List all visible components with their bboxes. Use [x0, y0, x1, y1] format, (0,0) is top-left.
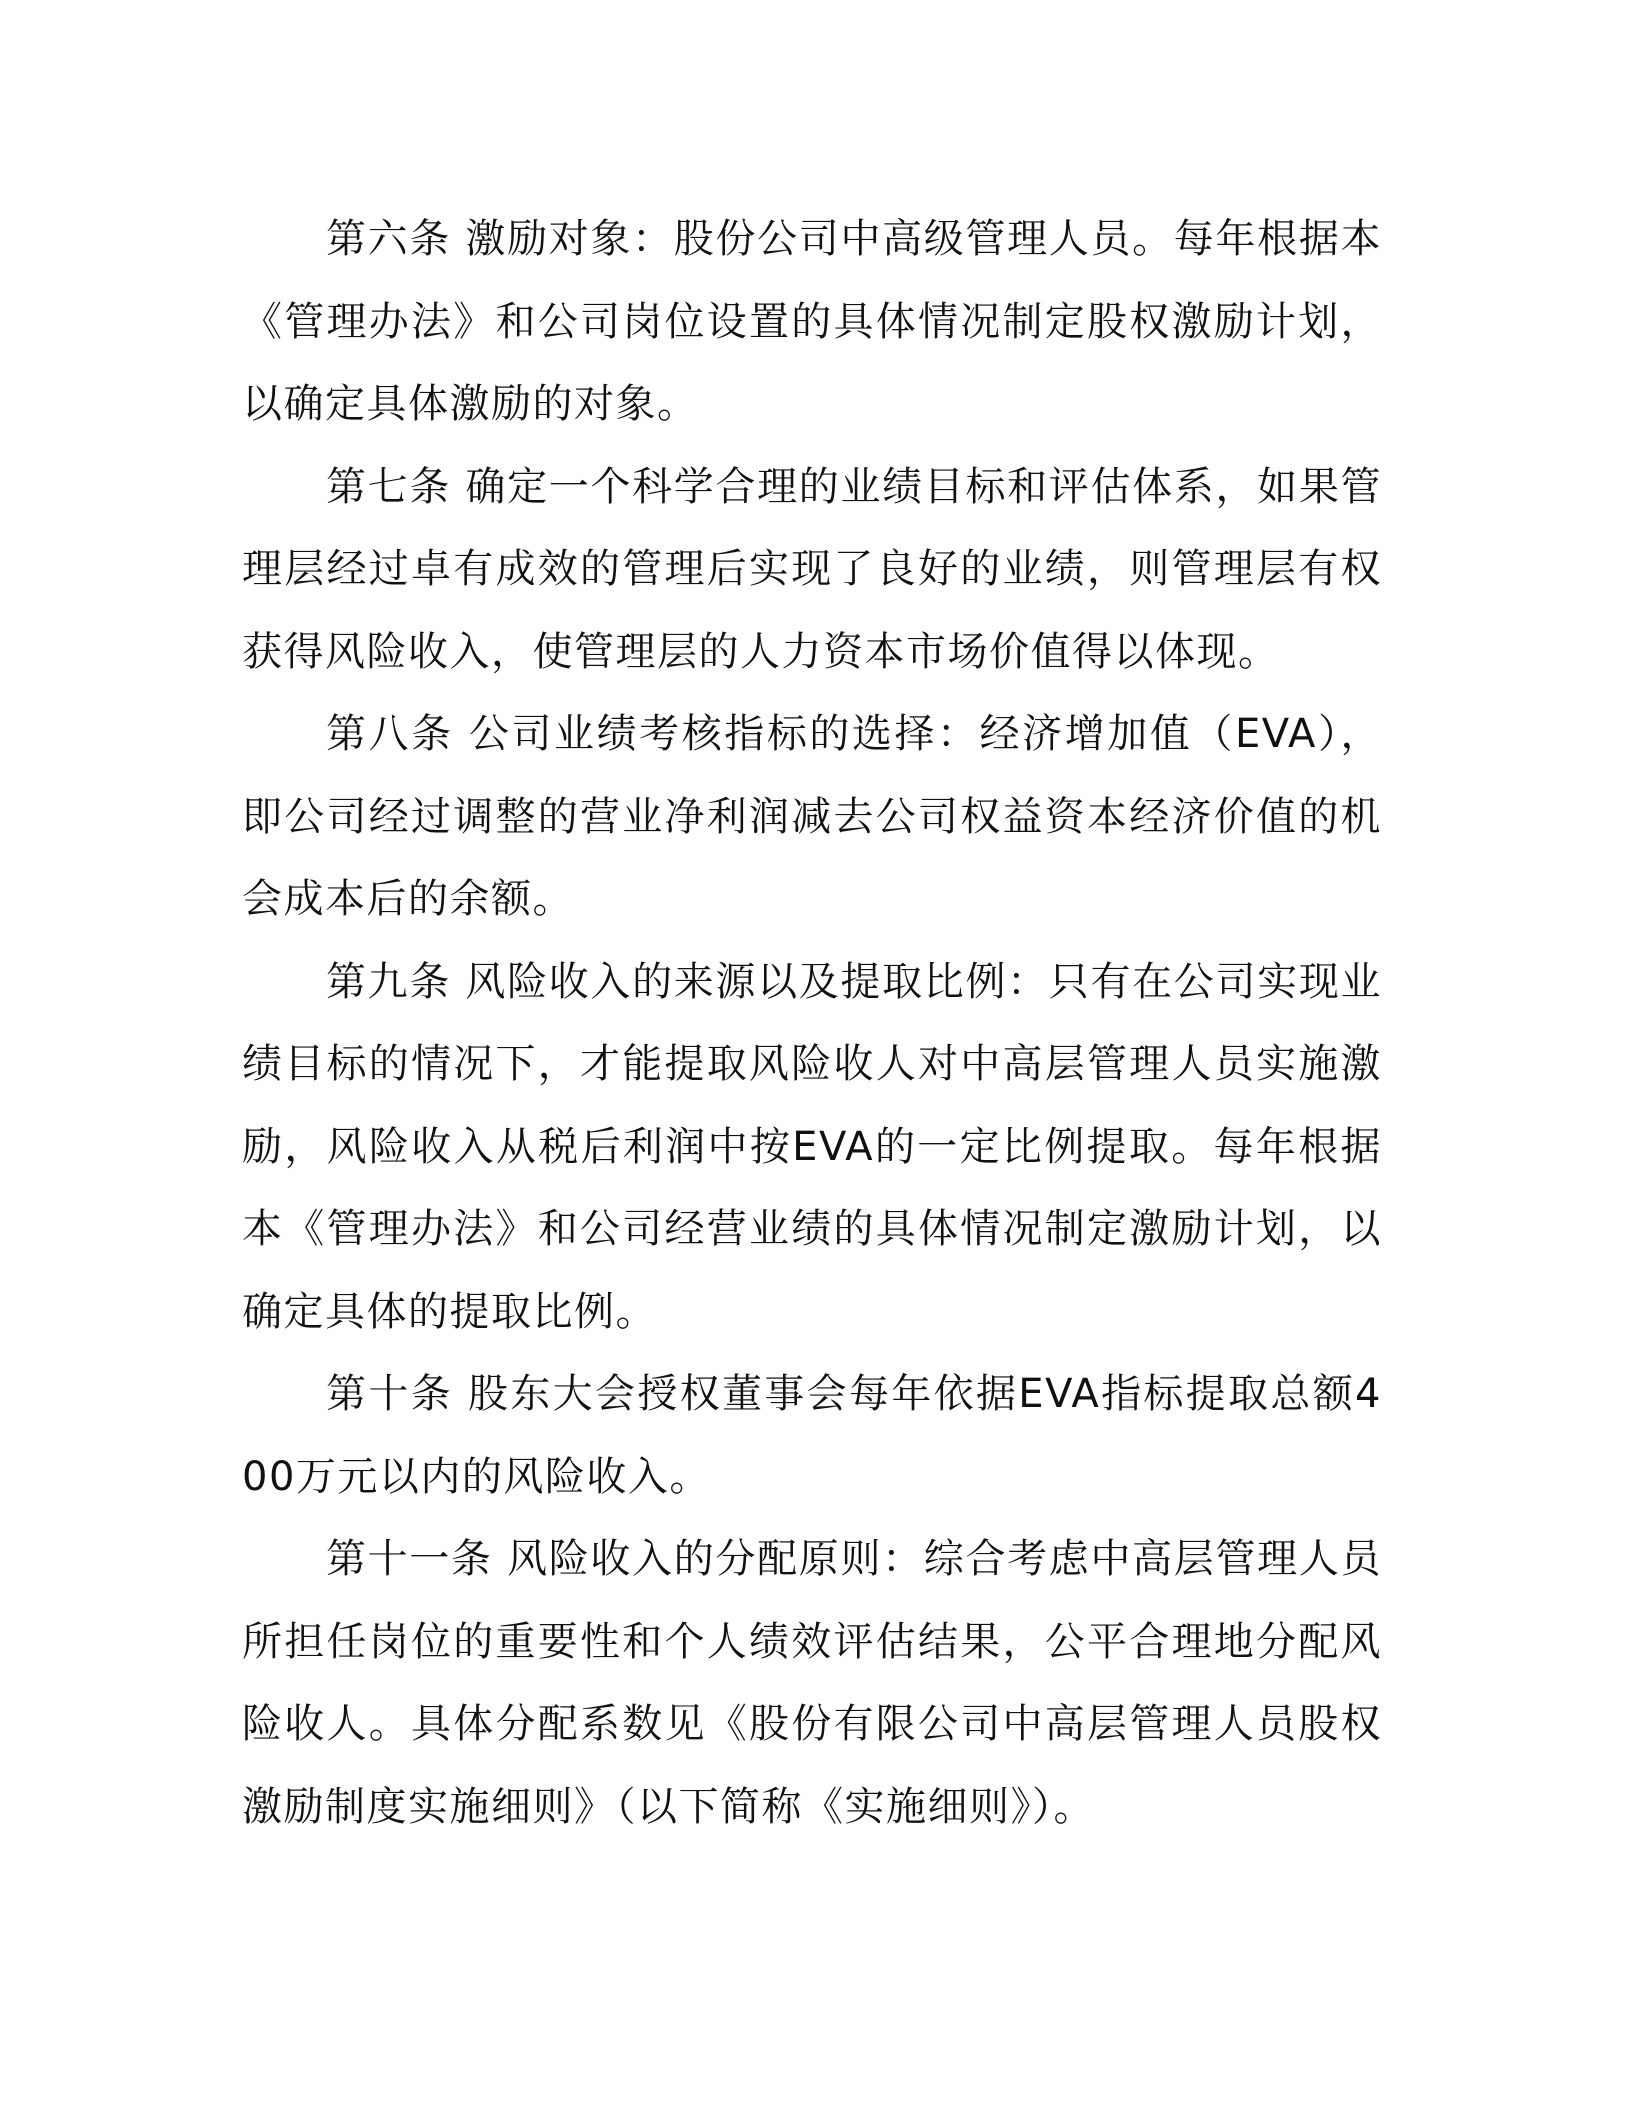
article-9-paragraph: 第九条 风险收入的来源以及提取比例：只有在公司实现业绩目标的情况下，才能提取风险收人对中高层管理人员实施激励，风险收入从税后利润中按EVA的一定比例提取。每年根据本《管理办法》和公司经营业绩的具体情况制定激励计划，以确定具体的提取比例。	[242, 958, 1382, 1335]
article-8-paragraph: 第八条 公司业绩考核指标的选择：经济增加值（EVA），即公司经过调整的营业净利润减去公司权益资本经济价值的机会成本后的余额。	[242, 711, 1382, 922]
article-6-paragraph: 第六条 激励对象：股份公司中高级管理人员。每年根据本《管理办法》和公司岗位设置的具体情况制定股权激励计划，以确定具体激励的对象。	[242, 216, 1382, 427]
article-10-paragraph: 第十条 股东大会授权董事会每年依据EVA指标提取总额400万元以内的风险收入。	[242, 1371, 1382, 1500]
article-7-paragraph: 第七条 确定一个科学合理的业绩目标和评估体系，如果管理层经过卓有成效的管理后实现了良好的业绩，则管理层有权获得风险收入，使管理层的人力资本市场价值得以体现。	[242, 463, 1382, 675]
document-body	[242, 198, 1382, 1848]
article-11-paragraph: 第十一条 风险收入的分配原则：综合考虑中高层管理人员所担任岗位的重要性和个人绩效评估结果，公平合理地分配风险收人。具体分配系数见《股份有限公司中高层管理人员股权激励制度实施细则》（以下简称《实施细则》）。	[242, 1536, 1382, 1830]
